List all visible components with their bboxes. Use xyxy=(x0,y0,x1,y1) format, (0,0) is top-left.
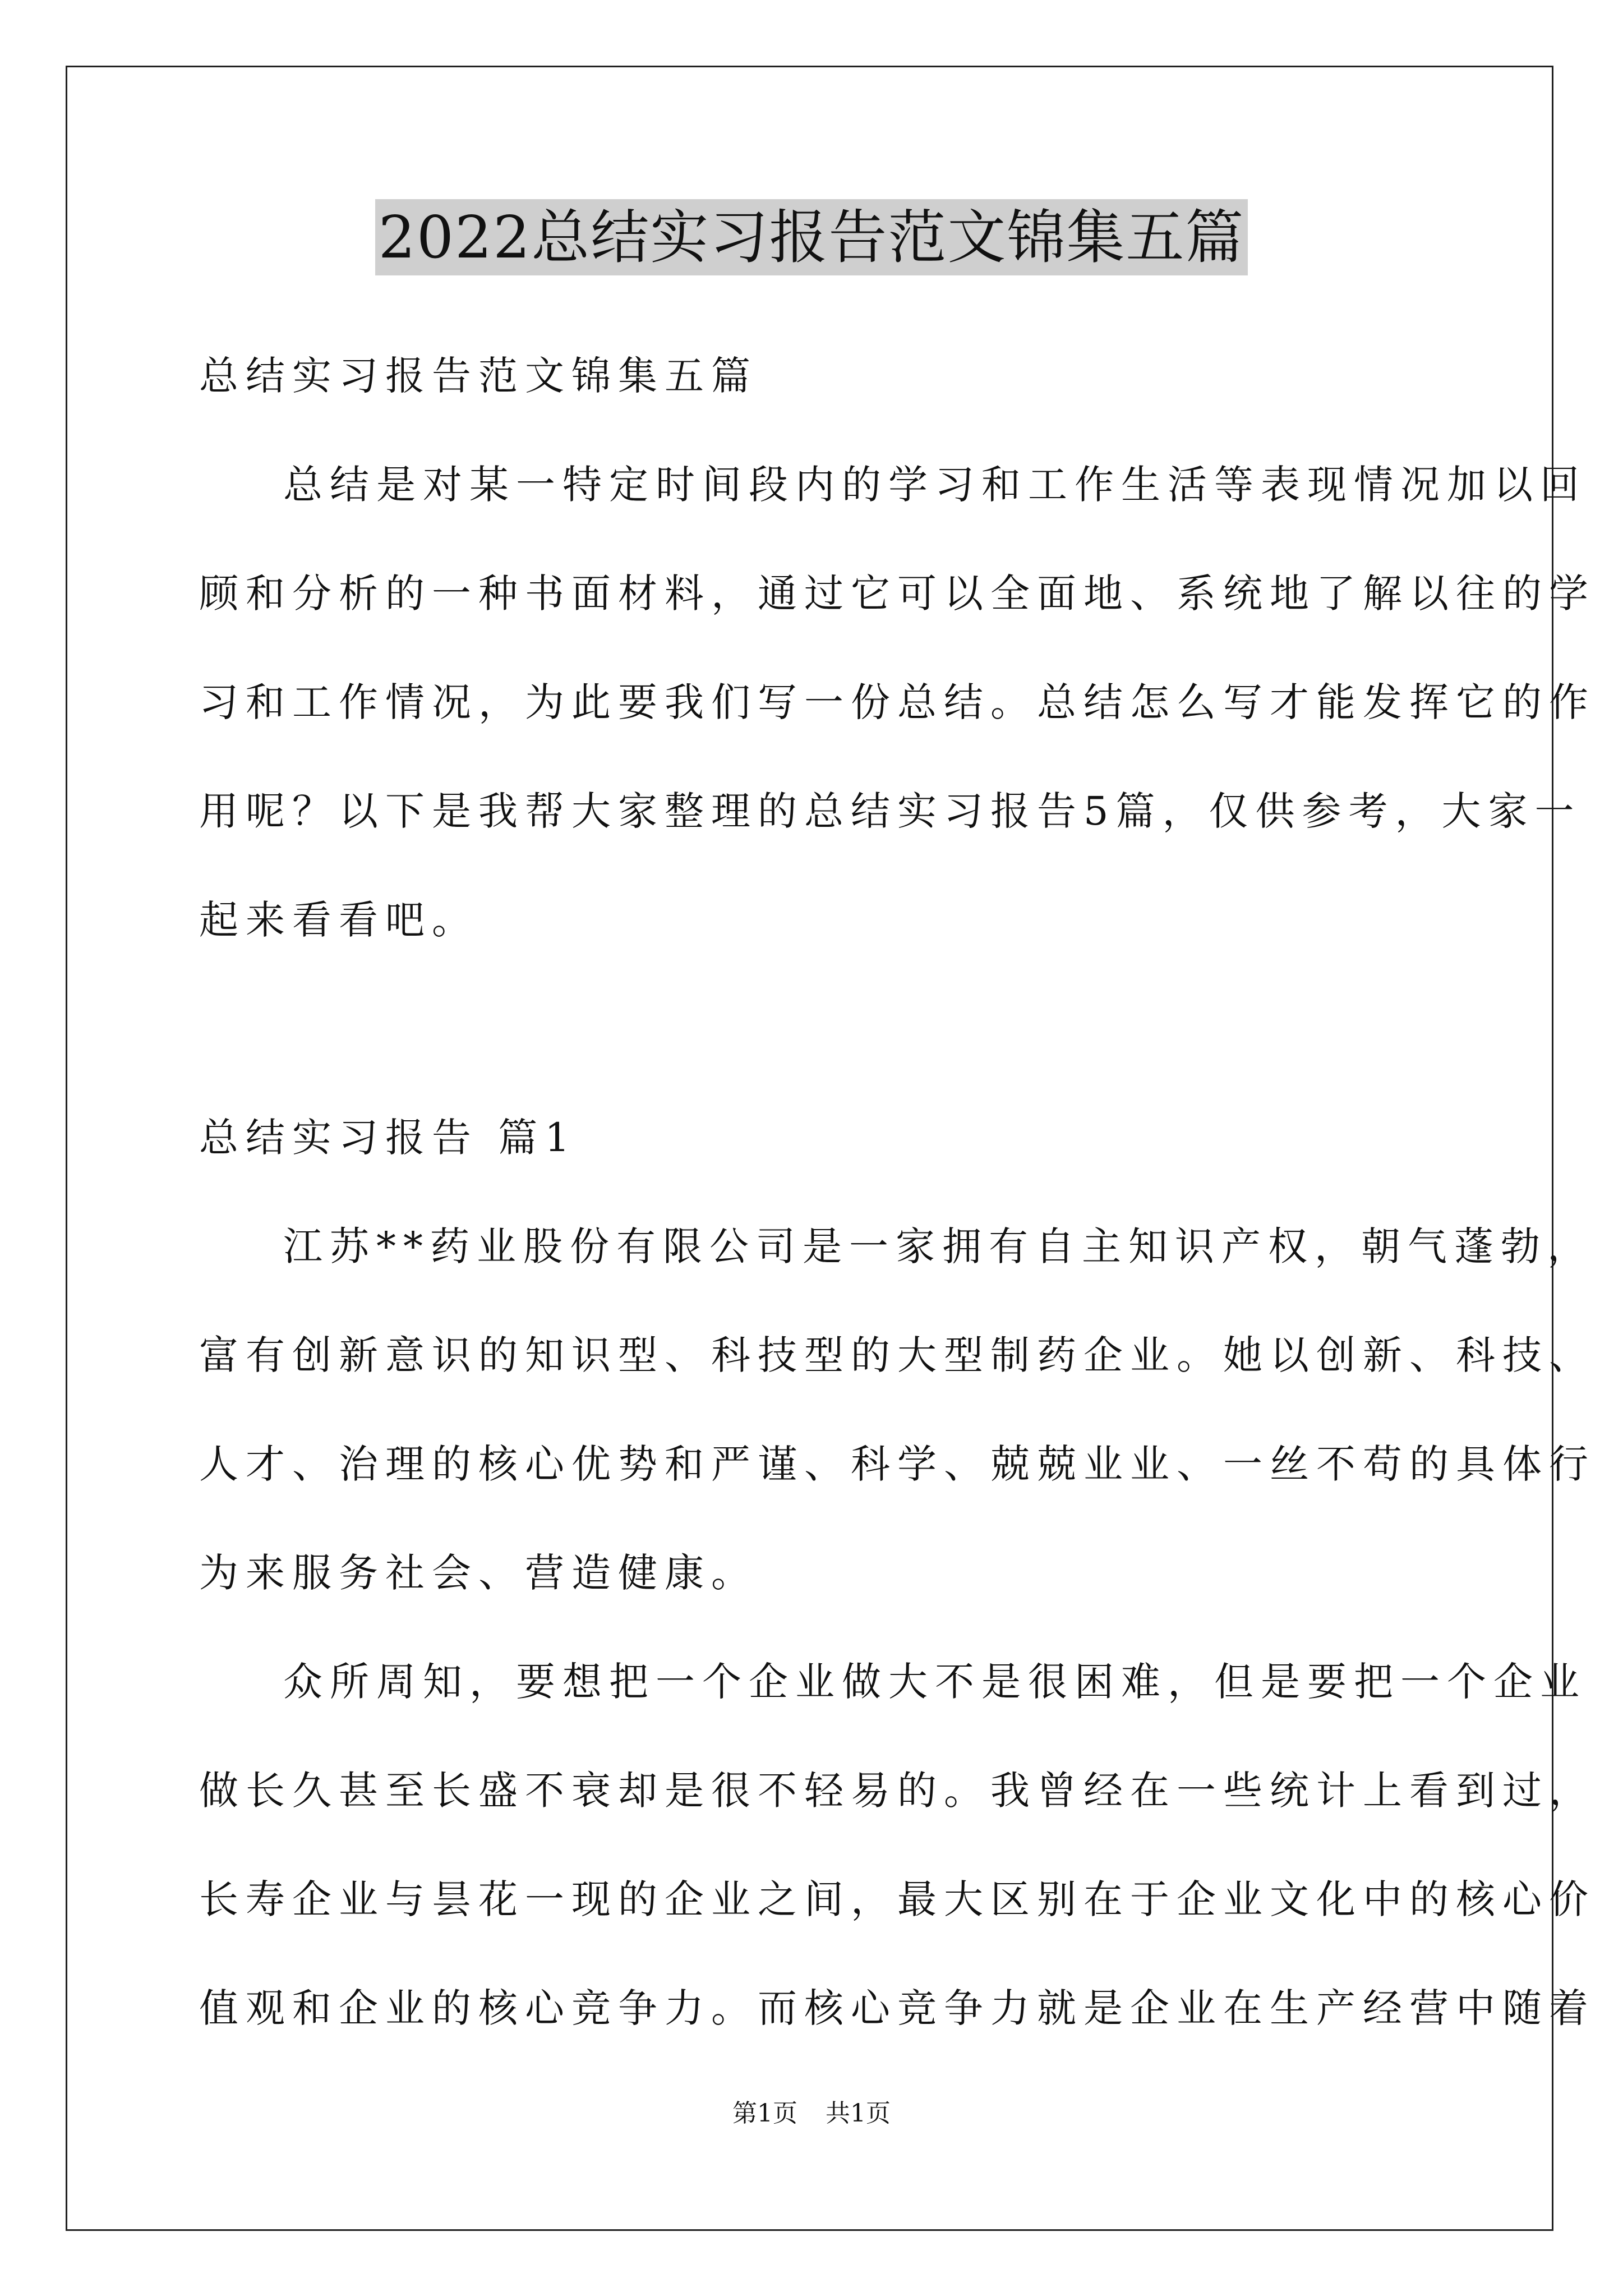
page-total: 共1页 xyxy=(826,2099,891,2128)
paragraph1-line-2: 富有创新意识的知识型、科技型的大型制药企业。她以创新、科技、 xyxy=(199,1332,1596,1378)
intro-line-3: 习和工作情况，为此要我们写一份总结。总结怎么写才能发挥它的作 xyxy=(199,679,1596,725)
document-title[interactable]: 2022总结实习报告范文锦集五篇 xyxy=(375,199,1248,275)
intro-line-5: 起来看看吧。 xyxy=(199,897,478,943)
paragraph1-line-3: 人才、治理的核心优势和严谨、科学、兢兢业业、一丝不苟的具体行 xyxy=(199,1441,1596,1487)
paragraph1-line-4: 为来服务社会、营造健康。 xyxy=(199,1550,758,1596)
page-footer xyxy=(0,2098,1623,2129)
paragraph2-line-1: 众所周知，要想把一个企业做大不是很困难，但是要把一个企业 xyxy=(283,1659,1587,1705)
paragraph2-line-2: 做长久甚至长盛不衰却是很不轻易的。我曾经在一些统计上看到过， xyxy=(199,1768,1596,1814)
page-number: 第1页 xyxy=(732,2099,797,2128)
intro-line-1: 总结是对某一特定时间段内的学习和工作生活等表现情况加以回 xyxy=(283,462,1587,508)
subtitle: 总结实习报告范文锦集五篇 xyxy=(199,353,758,399)
title-area xyxy=(0,199,1623,275)
paragraph2-line-4: 值观和企业的核心竞争力。而核心竞争力就是企业在生产经营中随着 xyxy=(199,1985,1596,2031)
intro-line-2: 顾和分析的一种书面材料，通过它可以全面地、系统地了解以往的学 xyxy=(199,570,1596,616)
paragraph1-line-1: 江苏**药业股份有限公司是一家拥有自主知识产权，朝气蓬勃， xyxy=(283,1223,1594,1269)
intro-line-4: 用呢？以下是我帮大家整理的总结实习报告5篇，仅供参考，大家一 xyxy=(199,788,1581,834)
paragraph2-line-3: 长寿企业与昙花一现的企业之间，最大区别在于企业文化中的核心价 xyxy=(199,1876,1596,1922)
section-heading: 总结实习报告 篇1 xyxy=(199,1115,577,1161)
